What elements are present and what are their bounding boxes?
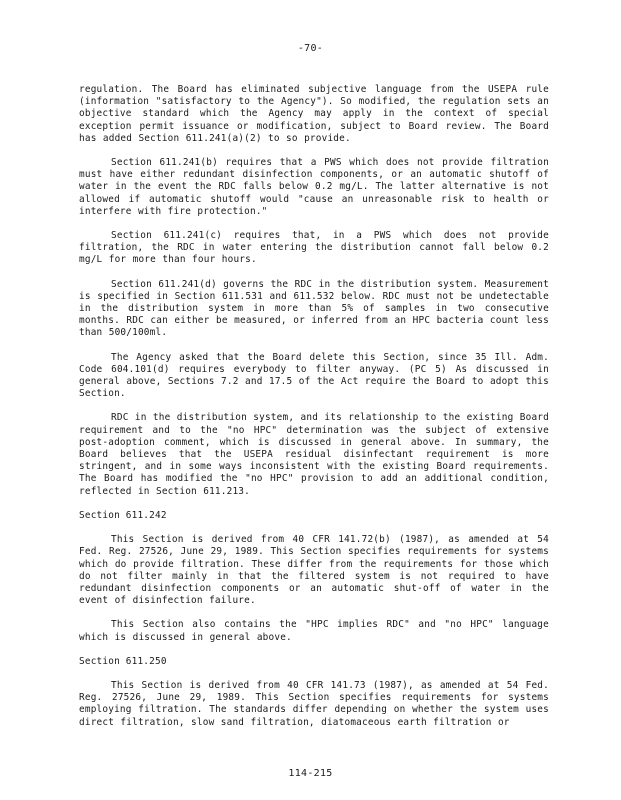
page-number: -70-: [297, 43, 324, 54]
paragraph-regulation: regulation. The Board has eliminated subjective language from the USEPA rule (information "satisfactory to the Agency"). So modified, the regulation sets an objective standard which the Agency may apply in the context of special exception permit issuance or modification, subject to Board review. The Board has added Section 611.241(a)(2) to so provide.: [79, 84, 549, 144]
paragraph-agency-request: The Agency asked that the Board delete this Section, since 35 Ill. Adm. Code 604.101(d) requires everybody to filter anyway. (PC 5) As discussed in general above, Sections 7.2 and 17.5 of the Act require the Board to adopt this Section.: [79, 351, 549, 400]
paragraph-rdc-distribution: RDC in the distribution system, and its relationship to the existing Board requirement and to the "no HPC" determination was the subject of extensive post-adoption comment, which is discussed in general above. In summary, the Board believes that the USEPA residual disinfectant requirement is more stringent, and in some ways inconsistent with the existing Board requirements. The Board has modified the "no HPC" provision to add an additional condition, reflected in Section 611.213.: [79, 412, 549, 497]
document-body: [79, 84, 549, 741]
page-footer: 114-215: [288, 768, 333, 779]
section-heading-611-250: Section 611.250: [79, 655, 167, 667]
paragraph-section-611-241-b: Section 611.241(b) requires that a PWS which does not provide filtration must have either redundant disinfection components, or an automatic shutoff of water in the event the RDC falls below 0.2 mg/L. The latter alternative is not allowed if automatic shutoff would "cause an unreasonable risk to health or interfere with fire protection.": [79, 157, 549, 217]
paragraph-section-611-242-hpc: This Section also contains the "HPC implies RDC" and "no HPC" language which is discussed in general above.: [79, 619, 549, 643]
paragraph-section-611-241-c: Section 611.241(c) requires that, in a PWS which does not provide filtration, the RDC in water entering the distribution cannot fall below 0.2 mg/L for more than four hours.: [79, 230, 549, 266]
paragraph-section-611-241-d: Section 611.241(d) governs the RDC in the distribution system. Measurement is specified in Section 611.531 and 611.532 below. RDC must not be undetectable in the distribution system in more than 5% of samples in two consecutive months. RDC can either be measured, or inferred from an HPC bacteria count less than 500/100ml.: [79, 278, 549, 339]
section-heading-611-242: Section 611.242: [79, 509, 167, 521]
paragraph-section-611-242-derivation: This Section is derived from 40 CFR 141.72(b) (1987), as amended at 54 Fed. Reg. 27526, June 29, 1989. This Section specifies requirements for systems which do provide filtration. These differ from the requirements for those which do not filter mainly in that the filtered system is not required to have redundant disinfection components or an automatic shut-off of water in the event of disinfection failure.: [79, 534, 549, 607]
paragraph-section-611-250-derivation: This Section is derived from 40 CFR 141.73 (1987), as amended at 54 Fed. Reg. 27526, June 29, 1989. This Section specifies requirements for systems employing filtration. The standards differ depending on whether the system uses direct filtration, slow sand filtration, diatomaceous earth filtration or: [79, 679, 549, 728]
